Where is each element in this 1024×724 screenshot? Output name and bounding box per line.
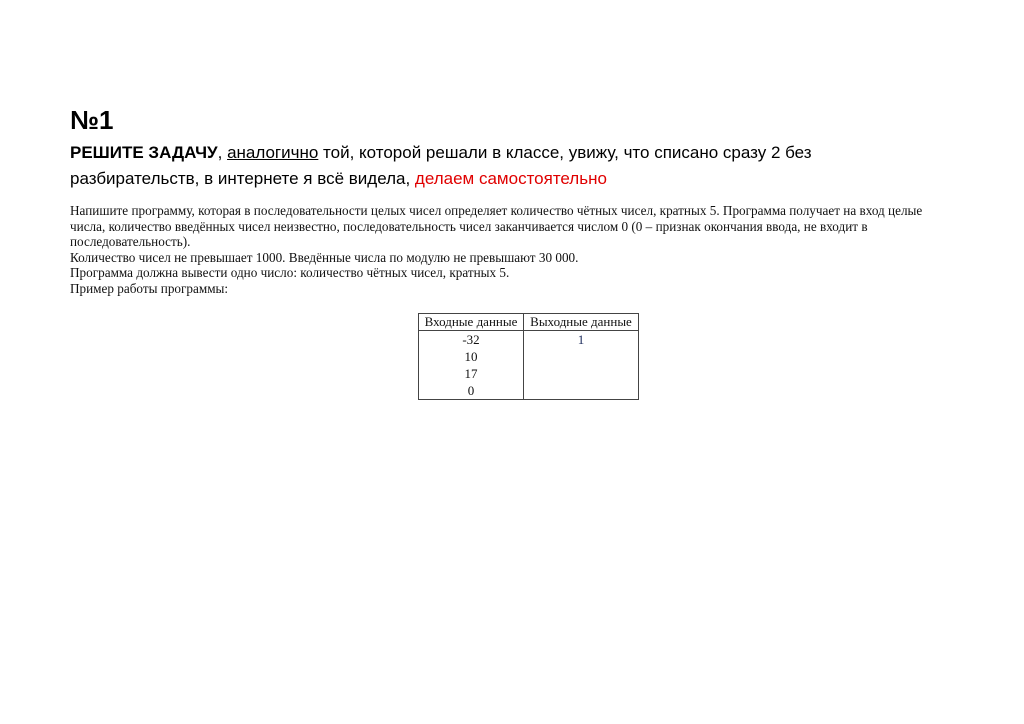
task-number-heading: №1 bbox=[70, 105, 114, 135]
instructions-comma: , bbox=[217, 143, 228, 162]
instructions-underlined-part: аналогично bbox=[227, 143, 319, 162]
task-paragraph-4: Пример работы программы: bbox=[70, 280, 229, 296]
input-value: -32 bbox=[462, 332, 480, 347]
input-value: 0 bbox=[467, 383, 475, 398]
instructions-plain-part: той, которой решали в классе, увижу, что списано сразу 2 без разбирательств, в интернете я всё видела, bbox=[70, 143, 812, 188]
task-paragraph-1: Напишите программу, которая в последовательности целых чисел определяет количество чётных чисел, кратных 5. Программа получает на вход целые числа, количество введённых чисел неизвестно, последовательность чисел заканчивается числом 0 (0 – признак окончания ввода, не входит в последовательность). bbox=[70, 203, 923, 250]
output-data-cell bbox=[524, 331, 639, 400]
input-data-cell bbox=[419, 331, 524, 400]
input-value: 17 bbox=[464, 366, 478, 381]
task-statement bbox=[70, 203, 960, 297]
input-column-header: Входные данные bbox=[419, 314, 524, 331]
input-value: 10 bbox=[464, 349, 478, 364]
task-paragraph-2: Количество чисел не превышает 1000. Введённые числа по модулю не превышают 30 000. bbox=[70, 249, 579, 265]
table-row bbox=[419, 331, 639, 400]
example-io-table bbox=[418, 313, 639, 400]
output-value: 1 bbox=[577, 332, 585, 347]
task-paragraph-3: Программа должна вывести одно число: количество чётных чисел, кратных 5. bbox=[70, 265, 510, 281]
instructions-red-part: делаем самостоятельно bbox=[414, 169, 607, 188]
output-column-header: Выходные данные bbox=[524, 314, 639, 331]
instructions-bold-part: РЕШИТЕ ЗАДАЧУ bbox=[70, 143, 218, 162]
teacher-instructions bbox=[70, 140, 870, 192]
table-header-row bbox=[419, 314, 639, 331]
